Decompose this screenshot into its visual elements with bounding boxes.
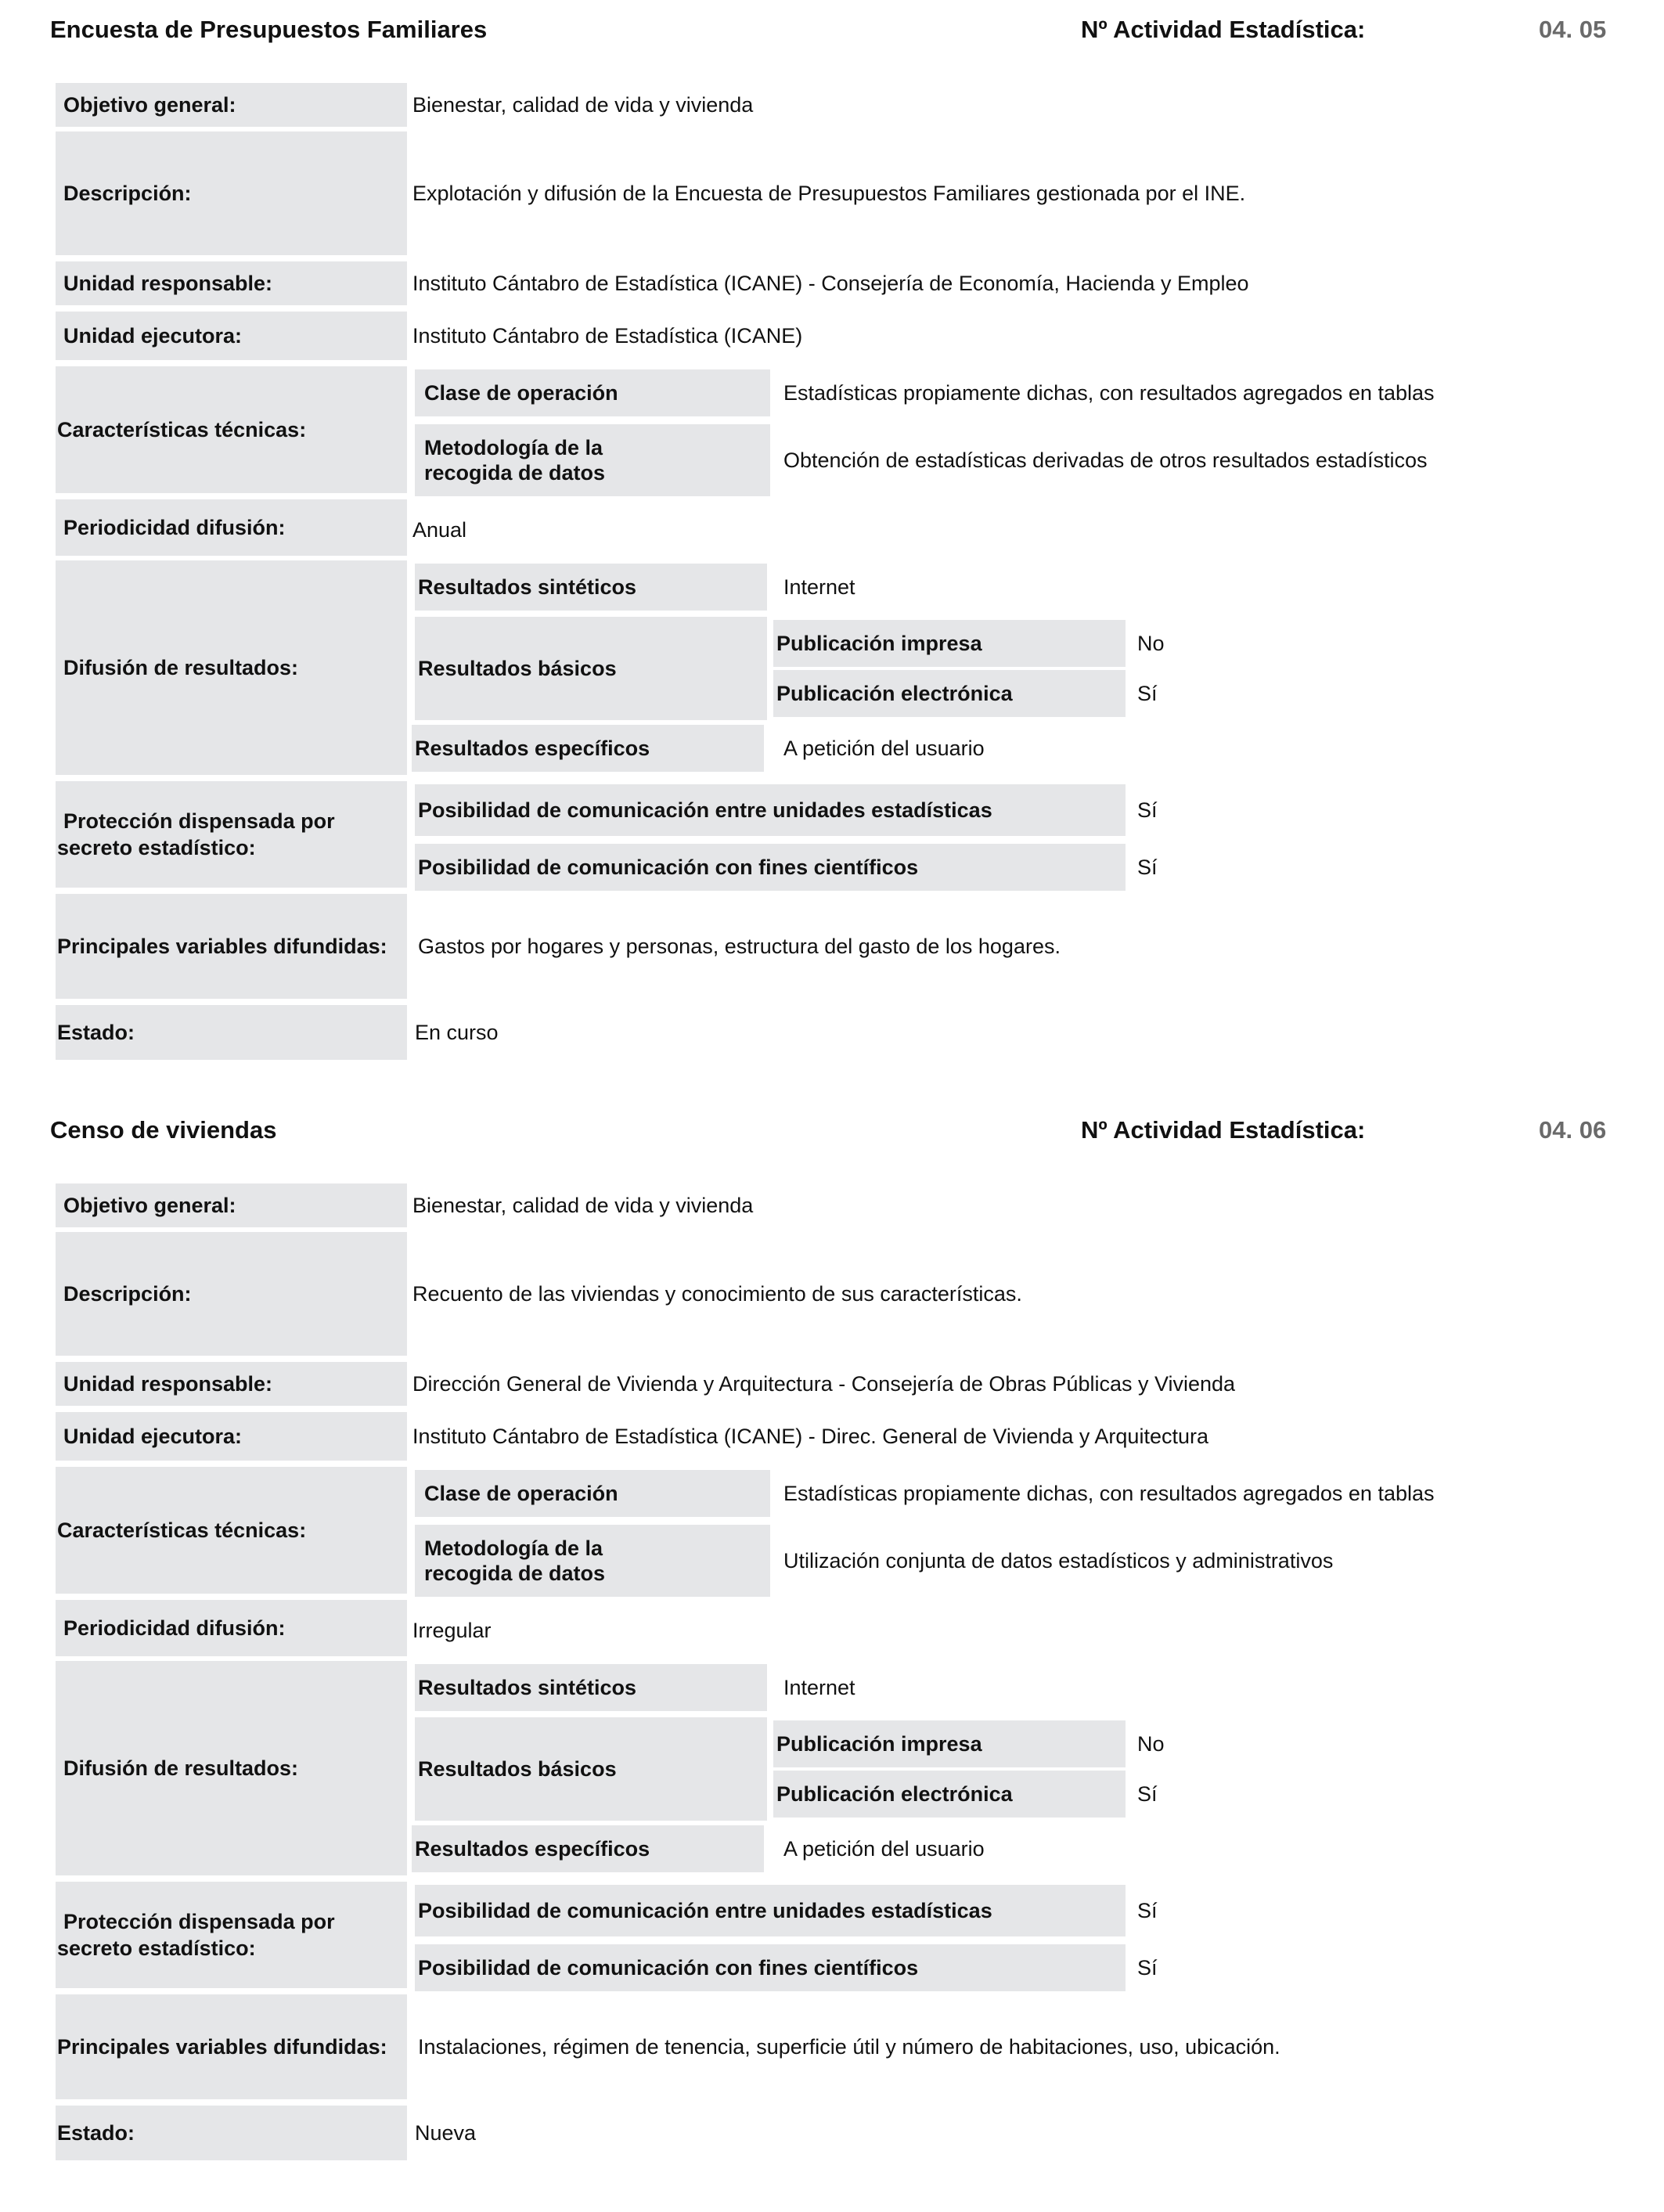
label-estado: Estado: — [56, 2106, 407, 2160]
label-estado: Estado: — [56, 1005, 407, 1060]
label-clase-operacion: Clase de operación — [415, 1470, 770, 1517]
label-caracteristicas: Características técnicas: — [56, 366, 407, 493]
value-res-especificos: A petición del usuario — [783, 736, 985, 760]
value-unidad-responsable: Instituto Cántabro de Estadística (ICANE) - Consejería de Economía, Hacienda y Empleo — [412, 271, 1249, 295]
value-res-especificos: A petición del usuario — [783, 1836, 985, 1861]
value-clase-operacion: Estadísticas propiamente dichas, con resultados agregados en tablas — [783, 380, 1435, 405]
label-metodologia — [415, 424, 770, 496]
label-pub-electronica: Publicación electrónica — [773, 670, 1126, 717]
value-descripcion: Recuento de las viviendas y conocimiento de sus características. — [412, 1281, 1022, 1306]
value-variables: Gastos por hogares y personas, estructura del gasto de los hogares. — [418, 934, 1061, 958]
label-res-especificos: Resultados específicos — [412, 1825, 764, 1872]
label-metodologia-line1: Metodología de la — [424, 436, 603, 459]
activity-number-label: Nº Actividad Estadística: — [1081, 1116, 1366, 1144]
label-metodologia-line1: Metodología de la — [424, 1537, 603, 1560]
label-proteccion-line2: secreto estadístico: — [57, 1936, 256, 1960]
value-estado: En curso — [415, 1020, 499, 1044]
value-posib-cientificos: Sí — [1137, 1955, 1158, 1980]
value-posib-unidades: Sí — [1137, 798, 1158, 822]
label-periodicidad: Periodicidad difusión: — [56, 1600, 407, 1656]
label-unidad-responsable: Unidad responsable: — [56, 1362, 407, 1406]
activity-section-2 — [0, 1101, 1664, 2212]
label-variables: Principales variables difundidas: — [56, 1994, 407, 2099]
label-pub-impresa: Publicación impresa — [773, 620, 1126, 667]
value-pub-impresa: No — [1137, 1731, 1165, 1756]
label-difusion: Difusión de resultados: — [56, 560, 407, 775]
value-unidad-responsable: Dirección General de Vivienda y Arquitectura - Consejería de Obras Públicas y Vivienda — [412, 1371, 1236, 1396]
label-posib-cientificos: Posibilidad de comunicación con fines científicos — [415, 844, 1126, 891]
value-objetivo: Bienestar, calidad de vida y vivienda — [412, 1193, 754, 1217]
label-unidad-responsable: Unidad responsable: — [56, 261, 407, 305]
label-difusion: Difusión de resultados: — [56, 1661, 407, 1875]
label-proteccion-line2: secreto estadístico: — [57, 836, 256, 859]
activity-number: 04. 05 — [1539, 16, 1607, 43]
label-res-sinteticos: Resultados sintéticos — [415, 1664, 767, 1711]
label-metodologia-line2: recogida de datos — [424, 461, 606, 485]
value-metodologia: Utilización conjunta de datos estadísticos y administrativos — [783, 1548, 1334, 1573]
label-proteccion — [56, 1882, 407, 1988]
value-posib-cientificos: Sí — [1137, 855, 1158, 879]
value-posib-unidades: Sí — [1137, 1898, 1158, 1922]
label-posib-unidades: Posibilidad de comunicación entre unidades estadísticas — [415, 784, 1126, 836]
label-metodologia — [415, 1525, 770, 1597]
label-res-basicos: Resultados básicos — [415, 1717, 767, 1821]
value-pub-electronica: Sí — [1137, 681, 1158, 705]
label-proteccion — [56, 781, 407, 888]
value-objetivo: Bienestar, calidad de vida y vivienda — [412, 92, 754, 117]
label-pub-impresa: Publicación impresa — [773, 1720, 1126, 1767]
section-title: Encuesta de Presupuestos Familiares — [50, 16, 488, 43]
value-variables: Instalaciones, régimen de tenencia, superficie útil y número de habitaciones, uso, ubicación. — [418, 2034, 1280, 2059]
label-posib-cientificos: Posibilidad de comunicación con fines científicos — [415, 1944, 1126, 1991]
label-periodicidad: Periodicidad difusión: — [56, 499, 407, 556]
label-unidad-ejecutora: Unidad ejecutora: — [56, 312, 407, 360]
label-caracteristicas: Características técnicas: — [56, 1467, 407, 1594]
label-descripcion: Descripción: — [56, 131, 407, 255]
value-unidad-ejecutora: Instituto Cántabro de Estadística (ICANE) - Direc. General de Vivienda y Arquitectura — [412, 1424, 1208, 1448]
label-objetivo: Objetivo general: — [56, 83, 407, 127]
value-pub-electronica: Sí — [1137, 1781, 1158, 1806]
value-estado: Nueva — [415, 2120, 477, 2145]
value-periodicidad: Anual — [412, 517, 467, 542]
label-res-sinteticos: Resultados sintéticos — [415, 564, 767, 611]
value-res-sinteticos: Internet — [783, 1675, 855, 1699]
label-clase-operacion: Clase de operación — [415, 369, 770, 416]
section-title: Censo de viviendas — [50, 1116, 277, 1144]
label-variables: Principales variables difundidas: — [56, 894, 407, 999]
value-pub-impresa: No — [1137, 631, 1165, 655]
label-descripcion: Descripción: — [56, 1232, 407, 1356]
label-res-basicos: Resultados básicos — [415, 617, 767, 720]
label-posib-unidades: Posibilidad de comunicación entre unidades estadísticas — [415, 1885, 1126, 1936]
activity-number: 04. 06 — [1539, 1116, 1607, 1144]
label-metodologia-line2: recogida de datos — [424, 1562, 606, 1585]
value-descripcion: Explotación y difusión de la Encuesta de Presupuestos Familiares gestionada por el INE. — [412, 181, 1246, 205]
activity-number-label: Nº Actividad Estadística: — [1081, 16, 1366, 43]
label-unidad-ejecutora: Unidad ejecutora: — [56, 1412, 407, 1461]
value-clase-operacion: Estadísticas propiamente dichas, con resultados agregados en tablas — [783, 1481, 1435, 1505]
label-proteccion-line1: Protección dispensada por — [63, 809, 335, 833]
value-metodologia: Obtención de estadísticas derivadas de otros resultados estadísticos — [783, 448, 1428, 472]
label-objetivo: Objetivo general: — [56, 1183, 407, 1227]
value-periodicidad: Irregular — [412, 1618, 492, 1642]
label-proteccion-line1: Protección dispensada por — [63, 1910, 335, 1933]
value-unidad-ejecutora: Instituto Cántabro de Estadística (ICANE) — [412, 323, 803, 348]
label-res-especificos: Resultados específicos — [412, 725, 764, 772]
label-pub-electronica: Publicación electrónica — [773, 1771, 1126, 1818]
value-res-sinteticos: Internet — [783, 575, 855, 599]
